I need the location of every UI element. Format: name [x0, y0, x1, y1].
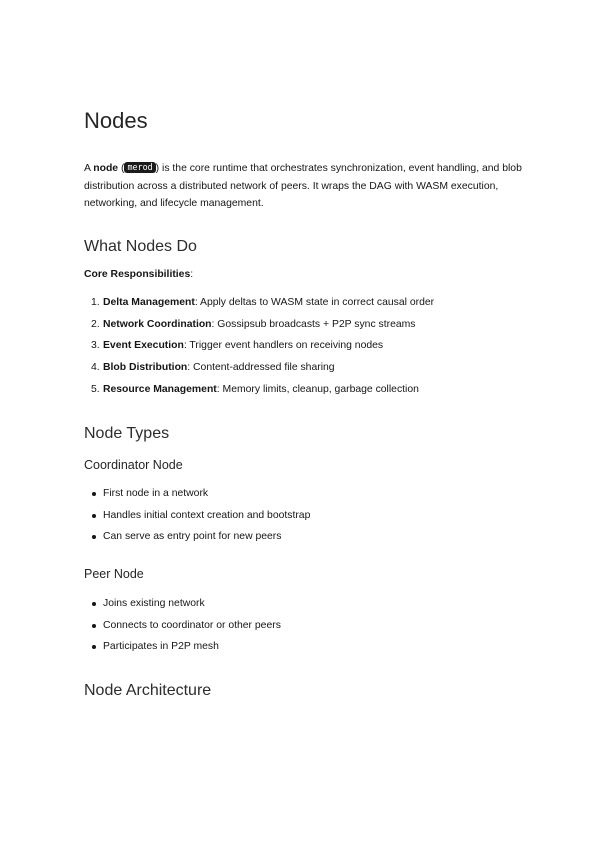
list-item: [84, 509, 524, 531]
list-number: 3.: [91, 340, 100, 352]
bullet-icon: [92, 492, 96, 496]
list-text: Connects to coordinator or other peers: [103, 619, 281, 631]
list-term: Delta Management: [103, 297, 195, 308]
subheading-peer-node: Peer Node: [84, 567, 144, 581]
list-text: Can serve as entry point for new peers: [103, 531, 282, 543]
list-item: [84, 318, 524, 340]
list-term: Resource Management: [103, 383, 217, 395]
intro-prefix: A: [84, 163, 94, 174]
core-responsibilities-label: [84, 269, 193, 280]
list-term: Network Coordination: [103, 318, 212, 330]
bullet-icon: [92, 624, 96, 628]
subheading-coordinator-node: Coordinator Node: [84, 458, 183, 472]
peer-list: [84, 597, 524, 662]
list-text: Participates in P2P mesh: [103, 641, 219, 653]
list-item: [84, 640, 524, 662]
intro-rest: is the core runtime that orchestrates synchronization, event handling, and blob distribution across a distributed network of peers. It wraps the DAG with WASM execution, networking, and lifecycle management.: [84, 163, 522, 209]
list-text: Joins existing network: [103, 598, 205, 609]
intro-paren-open: (: [118, 163, 125, 174]
list-item: [84, 619, 524, 641]
intro-paren-close: ): [155, 163, 160, 174]
list-item: [84, 296, 524, 318]
list-item: [84, 597, 524, 619]
list-desc: : Memory limits, cleanup, garbage collection: [216, 383, 419, 395]
section-heading-node-architecture: Node Architecture: [84, 682, 212, 699]
list-number: 4.: [91, 362, 100, 374]
list-desc: : Content-addressed file sharing: [187, 362, 335, 374]
bullet-icon: [92, 514, 96, 518]
list-desc: : Apply deltas to WASM state in correct causal order: [194, 297, 435, 308]
list-number: 2.: [91, 318, 100, 330]
section-heading-what-nodes-do: What Nodes Do: [84, 238, 197, 255]
core-responsibilities-text: Core Responsibilities: [84, 269, 191, 280]
coordinator-list: [84, 487, 524, 552]
list-desc: : Gossipsub broadcasts + P2P sync streams: [211, 318, 416, 330]
responsibilities-list: [84, 296, 524, 404]
list-text: First node in a network: [103, 488, 209, 499]
list-number: 1.: [91, 297, 100, 308]
intro-term: node: [93, 163, 119, 174]
list-item: [84, 487, 524, 509]
list-text: Handles initial context creation and bootstrap: [103, 509, 311, 521]
list-item: [84, 383, 524, 405]
label-colon: :: [190, 269, 194, 280]
inline-code: merod: [124, 162, 155, 173]
bullet-icon: [92, 602, 96, 606]
list-desc: : Trigger event handlers on receiving nodes: [183, 340, 384, 352]
page-title: Nodes: [84, 108, 148, 133]
intro-paragraph: [84, 160, 524, 213]
bullet-icon: [92, 645, 96, 649]
list-number: 5.: [91, 383, 100, 395]
list-term: Blob Distribution: [103, 362, 188, 374]
section-heading-node-types: Node Types: [84, 425, 170, 442]
list-term: Event Execution: [103, 340, 184, 352]
list-item: [84, 339, 524, 361]
bullet-icon: [92, 535, 96, 539]
list-item: [84, 530, 524, 552]
list-item: [84, 361, 524, 383]
